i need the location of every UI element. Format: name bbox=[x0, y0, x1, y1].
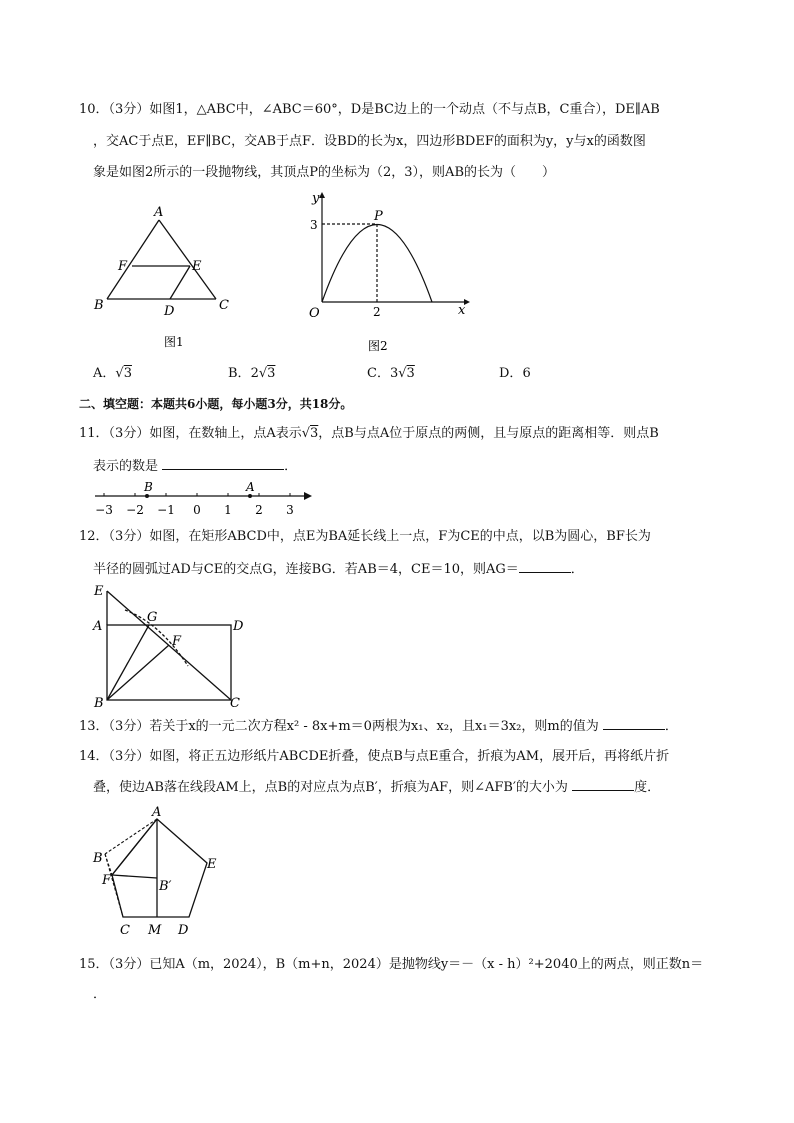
label-a: A bbox=[246, 480, 255, 494]
q10-line3: 象是如图2所示的一段抛物线，其顶点P的坐标为（2，3），则AB的长为（ ） bbox=[93, 165, 556, 180]
segment-af bbox=[112, 819, 157, 875]
pentagon-afcde bbox=[112, 819, 207, 917]
label-a: A bbox=[154, 205, 164, 220]
option-a: A．√3 bbox=[93, 366, 132, 381]
rectangle-abcd bbox=[107, 625, 231, 700]
tick-x-2: 2 bbox=[373, 305, 381, 319]
label-f: F bbox=[102, 873, 112, 888]
q10-line2: ，交AC于点E，EF∥BC，交AB于点F．设BD的长为x，四边形BDEF的面积为y，y与x的函数图 bbox=[93, 134, 646, 149]
segment-bg bbox=[107, 625, 149, 700]
tick-neg2: −2 bbox=[126, 503, 144, 517]
label-b: B bbox=[93, 851, 103, 866]
label-d: D bbox=[164, 304, 175, 319]
tick-1: 1 bbox=[224, 503, 232, 517]
segment-bf bbox=[107, 645, 169, 700]
q10-line1: 10．（3分）如图1，△ABC中，∠ABC＝60°，D是BC边上的一个动点（不与点B，C重合），DE∥AB bbox=[79, 102, 660, 117]
q11-line2: 表示的数是 ． bbox=[93, 459, 298, 474]
label-e: E bbox=[192, 259, 202, 274]
tick-neg3: −3 bbox=[95, 503, 113, 517]
point-b bbox=[145, 494, 149, 498]
q12-line2: 半径的圆弧过AD与CE的交点G，连接BG．若AB＝4，CE＝10，则AG＝ ． bbox=[93, 562, 584, 577]
label-c: C bbox=[230, 696, 240, 711]
label-c: C bbox=[120, 923, 130, 938]
answer-blank[interactable] bbox=[162, 457, 284, 470]
answer-blank[interactable] bbox=[572, 778, 634, 791]
q14-figure-pentagon bbox=[90, 806, 230, 941]
caption-fig1: 图1 bbox=[164, 335, 184, 349]
answer-blank[interactable] bbox=[603, 717, 665, 730]
label-y: y bbox=[312, 191, 320, 206]
label-b: B bbox=[94, 298, 104, 313]
label-b: B bbox=[144, 480, 153, 494]
dashed-ab bbox=[105, 819, 157, 854]
segment-ac bbox=[159, 220, 216, 299]
tick-neg1: −1 bbox=[157, 503, 175, 517]
label-d: D bbox=[178, 923, 189, 938]
label-f: F bbox=[172, 634, 182, 649]
tick-2: 2 bbox=[255, 503, 263, 517]
q11-line1: 11．（3分）如图，在数轴上，点A表示√3，点B与点A位于原点的两侧，且与原点的距离相等．则点B bbox=[79, 426, 659, 441]
label-m: M bbox=[148, 923, 162, 938]
tick-y-3: 3 bbox=[310, 218, 318, 232]
label-g: G bbox=[147, 610, 158, 625]
label-o: O bbox=[309, 306, 320, 321]
q12-line1: 12．（3分）如图，在矩形ABCD中，点E为BA延长线上一点，F为CE的中点，以B为圆心，BF长为 bbox=[79, 529, 651, 544]
tick-3: 3 bbox=[286, 503, 294, 517]
label-bprime: B′ bbox=[159, 879, 172, 894]
label-a: A bbox=[152, 805, 162, 820]
segment-fbprime bbox=[112, 875, 157, 878]
tick-0: 0 bbox=[193, 503, 201, 517]
section-heading: 二、填空题：本题共6小题，每小题3分，共18分。 bbox=[79, 397, 353, 411]
option-b: B．2√3 bbox=[228, 366, 276, 381]
q12-figure-rectangle bbox=[90, 583, 260, 711]
segment-ed bbox=[170, 266, 190, 299]
option-d: D．6 bbox=[499, 366, 531, 381]
q14-line2: 叠，使边AB落在线段AM上，点B的对应点为点B′，折痕为AF，则∠AFB′的大小为 度． bbox=[93, 780, 661, 795]
segment-ab bbox=[107, 220, 159, 299]
label-b: B bbox=[94, 696, 104, 711]
caption-fig2: 图2 bbox=[368, 339, 388, 353]
q10-figure2-graph bbox=[300, 190, 480, 360]
q13-line1: 13．（3分）若关于x的一元二次方程x² - 8x+m＝0两根为x₁、x₂，且x₁＝3x₂，则m的值为 ． bbox=[79, 719, 678, 734]
label-f: F bbox=[118, 259, 128, 274]
q14-line1: 14．（3分）如图，将正五边形纸片ABCDE折叠，使点B与点E重合，折痕为AM，展开后，再将纸片折 bbox=[79, 749, 670, 764]
q15-line1: 15．（3分）已知A（m，2024），B（m+n，2024）是抛物线y＝－（x - h）²+2040上的两点，则正数n＝ bbox=[79, 957, 704, 972]
label-d: D bbox=[233, 619, 244, 634]
q10-figure1-triangle bbox=[90, 200, 240, 360]
point-a bbox=[248, 494, 252, 498]
y-arrow bbox=[319, 192, 325, 198]
label-e: E bbox=[94, 584, 104, 599]
label-p: P bbox=[374, 209, 383, 224]
label-a: A bbox=[93, 619, 103, 634]
label-e: E bbox=[207, 857, 217, 872]
option-c: C．3√3 bbox=[367, 366, 415, 381]
q15-line2: ． bbox=[93, 987, 107, 1002]
answer-blank[interactable] bbox=[519, 560, 571, 573]
q11-number-line bbox=[90, 480, 320, 518]
label-c: C bbox=[219, 298, 229, 313]
label-x: x bbox=[458, 303, 466, 318]
